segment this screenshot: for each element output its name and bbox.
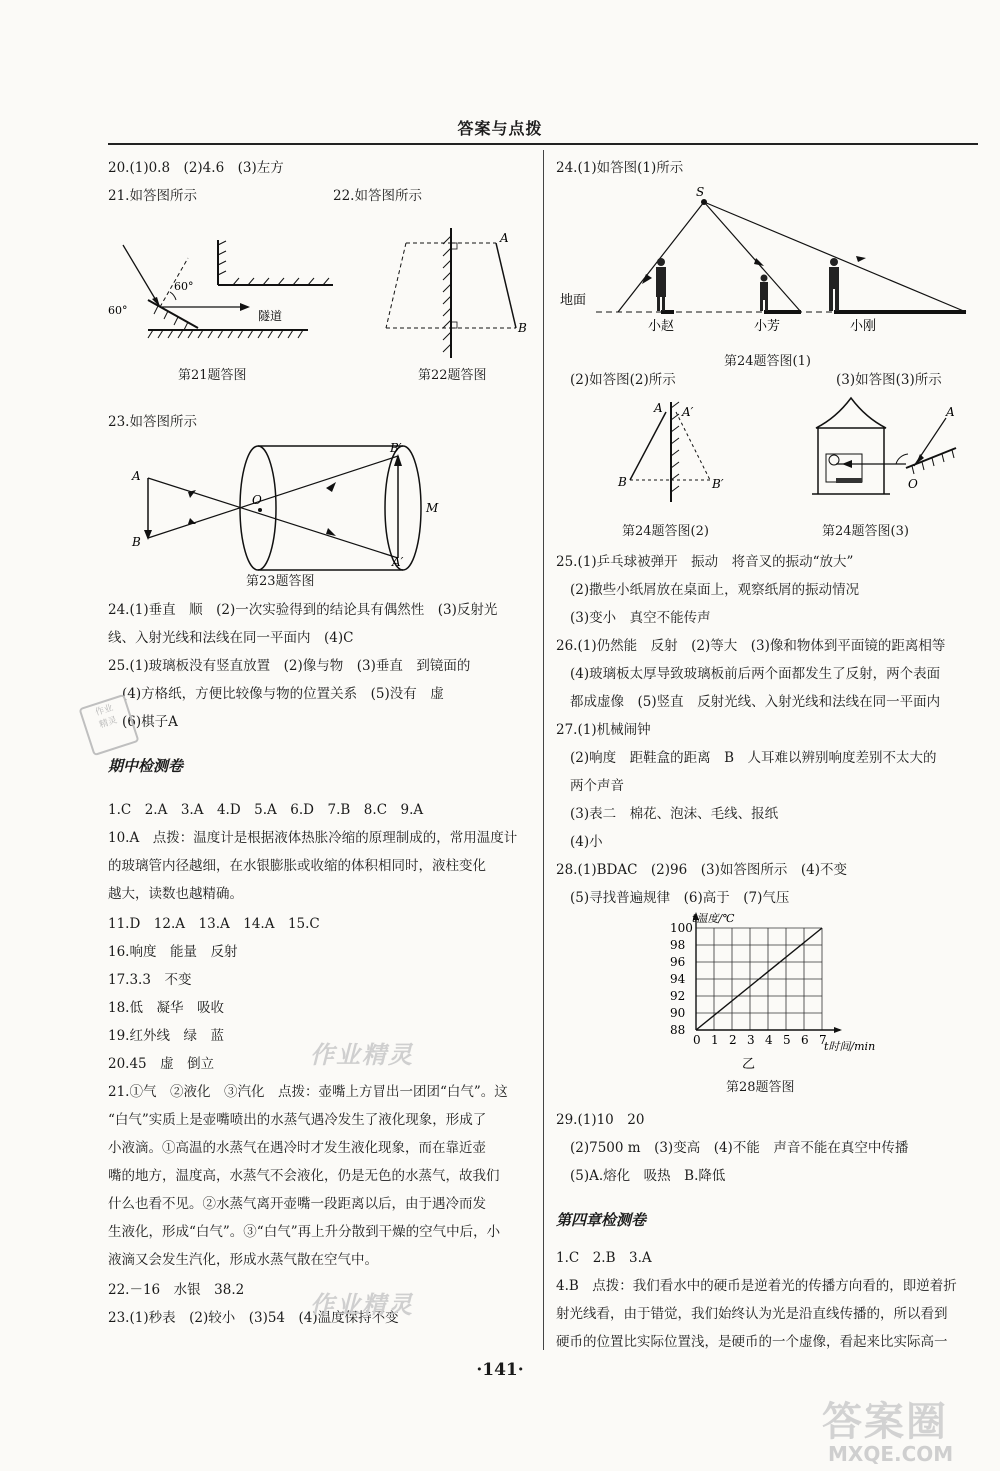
page-header-title: 答案与点拨 [457,119,543,138]
answer-25-right-3: (3)变小 真空不能传声 [570,610,711,626]
midterm-answer-10-cont2: 越大，读数也越精确。 [108,886,243,902]
answer-27: 27.(1)机械闹钟 [556,722,651,738]
answer-28: 28.(1)BDAC (2)96 (3)如答图所示 (4)不变 [556,862,847,878]
answer-27-2: (2)响度 距鞋盒的距离 B 人耳难以辨别响度差别不太大的 [570,750,937,766]
midterm-answer-21-cont5: 生液化，形成“白气”。③“白气”再上升分散到干燥的空气中后，小 [108,1224,501,1240]
answer-22: 22.如答图所示 [333,188,422,204]
answer-26-4-cont: 都成虚像 (5)竖直 反射光线、入射光线和法线在同一平面内 [570,694,941,710]
chart-y-tick-label: 100 [670,921,693,935]
midterm-answer-11-15: 11.D 12.A 13.A 14.A 15.C [108,916,320,932]
fig23-label-b: B [132,535,141,549]
midterm-answer-21-cont2: 小液滴。①高温的水蒸气在遇冷时才发生液化现象，而在靠近壶 [108,1140,486,1156]
fig22-label-b: B [518,321,527,335]
chart-x-tick-label: 0 [693,1033,701,1047]
answer-25: 25.(1)玻璃板没有竖直放置 (2)像与物 (3)垂直 到镜面的 [108,658,471,674]
answer-27-2-cont: 两个声音 [570,778,624,794]
chart-x-tick-label: 4 [765,1033,773,1047]
chart-y-tick-label: 98 [670,938,686,952]
fig23-label-b-prime: B′ [390,441,402,455]
fig24-3-caption: 第24题答图(3) [822,524,909,539]
fig24-3-label-o: O [908,477,918,491]
figure-24-2-diagram [616,398,746,508]
fig24-2-label-a: A [654,401,663,415]
fig23-label-m: M [426,501,439,515]
fig21-tunnel-label: 隧道 [258,309,283,323]
chart-y-tick-label: 92 [670,989,686,1003]
figure-21-diagram [108,220,338,360]
fig21-angle1: 60° [174,280,194,293]
column-divider [543,150,544,1350]
midterm-answer-21-cont6: 液滴又会发生汽化，形成水蒸气散在空气中。 [108,1252,378,1268]
answer-24-3: (3)如答图(3)所示 [836,372,942,388]
answer-24: 24.(1)垂直 顺 (2)一次实验得到的结论具有偶然性 (3)反射光 [108,602,498,618]
answer-24-cont: 线、入射光线和法线在同一平面内 (4)C [108,630,354,646]
site-logo [822,1390,990,1470]
answer-24-2: (2)如答图(2)所示 [570,372,676,388]
answer-25-4: (4)方格纸，方便比较像与物的位置关系 (5)没有 虚 [122,686,444,702]
fig24-1-label-s: S [696,185,705,199]
answer-20: 20.(1)0.8 (2)4.6 (3)左方 [108,160,284,176]
site-logo-domain: MXQE.COM [828,1442,954,1466]
figure-24-1-diagram [556,185,976,334]
answer-24-1: 24.(1)如答图(1)所示 [556,160,684,176]
fig23-label-a-prime: A′ [392,555,404,569]
midterm-answer-19: 19.红外线 绿 蓝 [108,1028,224,1044]
answer-27-4: (4)小 [570,834,603,850]
midterm-answer-22: 22.－16 水银 38.2 [108,1282,245,1298]
midterm-answer-10: 10.A 点拨：温度计是根据液体热胀冷缩的原理制成的，常用温度计 [108,830,518,846]
answer-29-5: (5)A.熔化 吸热 B.降低 [570,1168,726,1184]
answer-26-4: (4)玻璃板太厚导致玻璃板前后两个面都发生了反射，两个表面 [570,666,941,682]
fig21-caption: 第21题答图 [178,368,247,383]
midterm-answer-20: 20.45 虚 倒立 [108,1056,215,1072]
answer-29-2: (2)7500 m (3)变高 (4)不能 声音不能在真空中传播 [570,1140,909,1156]
midterm-answer-18: 18.低 凝华 吸收 [108,1000,224,1016]
chart-x-axis-arrow [834,1027,842,1033]
chart-y-tick-label: 94 [670,972,686,986]
answer-28-5: (5)寻找普遍规律 (6)高于 (7)气压 [570,890,790,906]
site-logo-main-text: 答案圈 [822,1399,948,1445]
chart-y-tick-label: 96 [670,955,686,969]
chart-x-tick-label: 6 [801,1033,809,1047]
answer-21: 21.如答图所示 [108,188,197,204]
fig24-1-person3: 小刚 [850,319,877,334]
fig22-label-a: A [500,231,509,245]
fig23-caption: 第23题答图 [246,574,315,589]
watermark-text-2: 作业精灵 [310,1290,414,1319]
midterm-answer-17: 17.3.3 不变 [108,972,192,988]
midterm-answer-10-cont1: 的玻璃管内径越细，在水银膨胀或收缩的体积相同时，液柱变化 [108,858,486,874]
chart-sublabel: 乙 [742,1057,756,1072]
answer-26: 26.(1)仍然能 反射 (2)等大 (3)像和物体到平面镜的距离相等 [556,638,946,654]
chart-x-tick-label: 5 [783,1033,791,1047]
fig23-label-o: O [252,493,262,507]
chapter4-answer-4-cont1: 射光线看，由于错觉，我们始终认为光是沿直线传播的，所以看到 [556,1306,948,1322]
chart-x-axis-label: t时间/min [824,1040,876,1053]
fig24-1-person2: 小芳 [754,319,781,334]
midterm-section-title: 期中检测卷 [108,757,184,775]
fig24-3-label-a: A [946,405,955,419]
midterm-answer-23: 23.(1)秒表 (2)较小 (3)54 (4)温度保持不变 [108,1310,399,1326]
answer-23: 23.如答图所示 [108,414,197,430]
page-number: ·141· [476,1360,524,1380]
chart-x-tick-label: 2 [729,1033,737,1047]
chart-y-ticks [670,921,693,1037]
watermark-stamp: 作业 精灵 [78,694,139,756]
chapter4-answer-4: 4.B 点拨：我们看水中的硬币是逆着光的传播方向看的，即逆着折 [556,1278,957,1294]
chart-y-tick-label: 90 [670,1006,686,1020]
fig24-2-label-b-prime: B′ [712,477,724,491]
figure-22-diagram [376,228,526,358]
midterm-answer-21-cont1: “白气”实质上是壶嘴喷出的水蒸气遇冷发生了液化现象，形成了 [108,1112,487,1128]
watermark-text-1: 作业精灵 [310,1040,414,1069]
fig24-1-caption: 第24题答图(1) [724,354,811,369]
fig24-2-label-b: B [618,475,627,489]
chart-y-tick-label: 88 [670,1023,686,1037]
chart-x-tick-label: 3 [747,1033,755,1047]
midterm-answer-16: 16.响度 能量 反射 [108,944,238,960]
header-rule [108,143,978,145]
fig23-label-a: A [132,469,141,483]
chapter4-answer-1-3: 1.C 2.B 3.A [556,1250,652,1266]
fig22-caption: 第22题答图 [418,368,487,383]
answer-25-right-2: (2)撒些小纸屑放在桌面上，观察纸屑的振动情况 [570,582,860,598]
chart-x-ticks [693,1033,827,1047]
chapter4-section-title: 第四章检测卷 [556,1211,647,1229]
chart-y-axis-label: t温度/℃ [692,912,735,925]
fig24-2-caption: 第24题答图(2) [622,524,709,539]
figure-28-temperature-chart [656,912,896,1072]
chapter4-answer-4-cont2: 硬币的位置比实际位置浅，是硬币的一个虚像，看起来比实际高一 [556,1334,948,1350]
fig28-caption: 第28题答图 [726,1080,795,1095]
fig24-1-person1: 小赵 [648,319,675,334]
fig21-angle2: 60° [108,304,128,317]
chart-x-tick-label: 7 [819,1033,827,1047]
answer-25-right: 25.(1)乒乓球被弹开 振动 将音叉的振动“放大” [556,554,854,570]
answer-25-6: (6)棋子A [122,714,178,730]
answer-27-3: (3)表二 棉花、泡沫、毛线、报纸 [570,806,779,822]
midterm-answer-1-9: 1.C 2.A 3.A 4.D 5.A 6.D 7.B 8.C 9.A [108,802,424,818]
midterm-answer-21: 21.①气 ②液化 ③汽化 点拨：壶嘴上方冒出一团团“白气”。这 [108,1084,508,1100]
figure-23-diagram [128,438,468,578]
fig24-1-ground-label: 地面 [560,293,587,308]
fig24-2-label-a-prime: A′ [682,405,694,419]
figure-24-3-diagram [796,398,976,508]
midterm-answer-21-cont4: 什么也看不见。②水蒸气离开壶嘴一段距离以后，由于遇冷而发 [108,1196,486,1212]
midterm-answer-21-cont3: 嘴的地方，温度高，水蒸气不会液化，仍是无色的水蒸气，故我们 [108,1168,500,1184]
answer-29: 29.(1)10 20 [556,1112,645,1128]
chart-x-tick-label: 1 [711,1033,719,1047]
